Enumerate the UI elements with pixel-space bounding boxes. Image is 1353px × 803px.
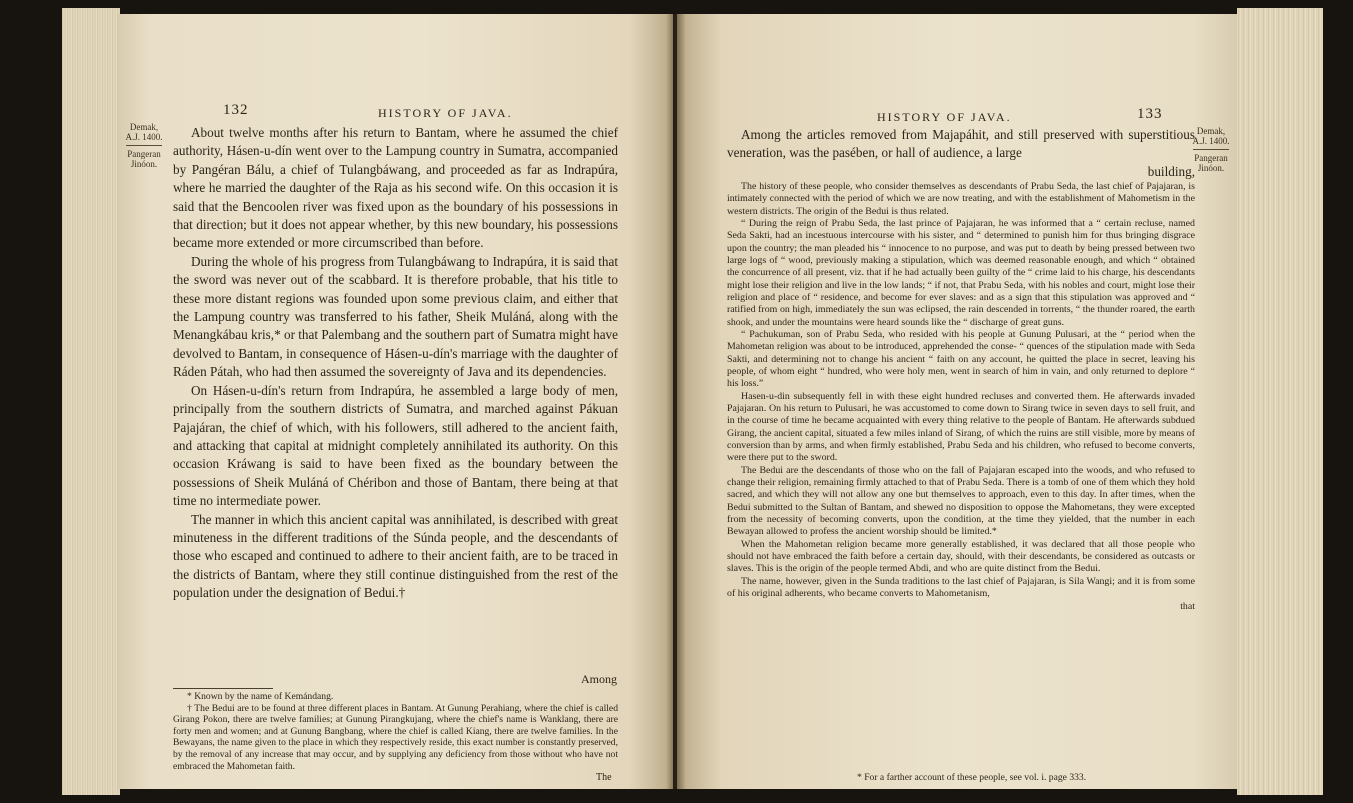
side-note-line: Jinóon.	[130, 159, 158, 169]
page-number: 132	[223, 102, 249, 118]
paragraph: Hasen-u-din subsequently fell in with these eight hundred recluses and converted them. He afterwards invaded Pajajaran. On his return to Pulusari, he was accustomed to come down to Sirang twice in seven days to sell fruit, and in the course of time he became acquainted with every thing relative to the people of Bantam. He afterwards subdued Girang, the ancient capital, situated a few miles inland of Sirang, of which the ruins are still visible, more by means of conversion than by arms, and when firmly established, Prabu Seda and his children, who refused to become converts, were there put to the sword.	[727, 390, 1195, 464]
side-note-line: Pangeran	[1194, 153, 1228, 163]
footnote-rule	[173, 688, 273, 689]
footnote: * Known by the name of Kemándang.	[187, 691, 334, 702]
lead-paragraph: Among the articles removed from Majapáhit, and still preserved with superstitious veneration, was the pasében, or hall of audience, a large	[727, 127, 1195, 161]
side-note-line: Demak,	[129, 122, 159, 132]
side-note-rule	[126, 145, 162, 146]
side-note-line: Demak,	[1196, 126, 1226, 136]
left-page	[118, 14, 673, 789]
paragraph: About twelve months after his return to Bantam, where he assumed the chief authority, Hásen-u-dín went over to the Lampung country in Sumatra, accompanied by Pangéran Bálu, a chief of Tulangbáwang, and proceeded as far as Indrapúra, where he married the daughter of the Raja as his second wife. On this occasion it is said that the Bencoolen river was fixed upon as the boundary of his possessions in that direction; but it does not appear whether, by this new boundary, his possessions became more extended or more circumscribed than before.	[173, 125, 618, 251]
page-number: 133	[1137, 106, 1163, 122]
running-head: HISTORY OF JAVA.	[877, 110, 1012, 124]
paragraph: During the whole of his progress from Tulangbáwang to Indrapúra, it is said that the sword was never out of the scabbard. It is therefore probable, that his title to these more distant regions was founded upon some previous claim, and either that the Lampung country was transferred to his father, Sheik Muláná, along with the Menangkábau kris,* or that Palembang and the southern part of Sumatra might have devolved to Bantam, in consequence of Hásen-u-dín's marriage with the daughter of Ráden Pátah, who had then assumed the sovereignty of Java and its dependencies.	[173, 253, 618, 380]
right-page	[677, 14, 1237, 789]
right-body-text	[727, 126, 1195, 613]
quote-paragraph: “ During the reign of Prabu Seda, the last prince of Pajajaran, he was informed that a “ certain recluse, named Seda Sakti, had an incestuous intercourse with his sister, and “ determined to punish him for thus bringing disgrace upon the country; the man pleaded his “ innocence to no purpose, and was put to death by being pressed between two large logs of “ wood, previously making a stipulation, which was deemed reasonable enough, and which “ obtained the concurrence of all present, viz. that if he had actually been guilty of the “ crime laid to his charge, his descendants might lose their religion and live in the low lands; “ if not, that Prabu Seda, with his nobles and court, might lose their religion and place of “ residence, and become for ever slaves: and as a sign that this stipulation was approved and “ ratified from on high, immediately the sun was eclipsed, the rain descended in torrents, “ the thunder roared, the earth shook, and under the mountains were heard sounds like the “ discharge of great guns.	[727, 217, 1195, 328]
running-head: HISTORY OF JAVA.	[378, 106, 513, 120]
paragraph: The history of these people, who consider themselves as descendants of Prabu Seda, the last chief of Pajajaran, is intimately connected with the period of which we are now treating, and with the establishment of Mahometism in the western districts. The origin of the Bedui is thus related.	[727, 180, 1195, 217]
side-note-line: Pangeran	[127, 149, 161, 159]
side-note-line: A.J. 1400.	[1192, 136, 1230, 146]
footnote: † The Bedui are to be found at three different places in Bantam. At Gunung Perahiang, where the chief is called Girang Pokon, there are twelve families; at Gunung Pirangkujang, where the chief's name is Wanklang, there are forty men and women; and at Gunung Bangbang, where the chief is called Kiang, there are twelve families. In the Bewayans, the name given to the place in which they respectively reside, this exact number is constantly preserved, by the removal of any increase that may occur, and by supplying any deficiency from those without who have not embraced the Mahometan faith.	[173, 702, 618, 772]
paragraph: The Bedui are the descendants of those who on the fall of Pajajaran escaped into the woods, and who refused to change their religion, remaining firmly attached to that of Prabu Seda. There is a tomb of one of them which they hold sacred, and which they will not allow any one but themselves to approach, even to this day. In after times, when the Bedui submitted to the Sultan of Bantam, and shewed no disposition to oppose the Mahometans, they were excepted from the necessity of becoming converts, upon the condition, at the time they yielded, that the number in each Bewayan allowed to profess the ancient worship should be limited.*	[727, 464, 1195, 538]
side-note-line: Jinóon.	[1197, 163, 1225, 173]
paragraph: The name, however, given in the Sunda traditions to the last chief of Pajajaran, is Sila Wangi; and it is from some of his original adherents, who became converts to Mahometanism,	[727, 575, 1195, 600]
left-side-note	[120, 122, 168, 169]
catchword: that	[1180, 600, 1195, 612]
book-gutter	[666, 14, 686, 789]
lead-paragraph-end: building,	[1147, 163, 1195, 179]
book-edge-right	[1237, 8, 1323, 795]
left-body-text	[173, 124, 618, 603]
catchword: Among	[581, 672, 617, 686]
book-edge-left	[62, 8, 120, 795]
left-footnotes	[173, 691, 618, 772]
footnote-catchword: The	[596, 772, 612, 783]
side-note-line: A.J. 1400.	[125, 132, 163, 142]
paragraph: The manner in which this ancient capital was annihilated, is described with great minuteness in the different traditions of the Súnda people, and the descendants of those who escaped and continued to adhere to their ancient faith, are to be traced in the districts of Bantam, where they still continue distinguished from the rest of the population under the designation of Bedui.†	[173, 511, 618, 601]
quote-paragraph: “ Pachukuman, son of Prabu Seda, who resided with his people at Gunung Pulusari, at the “ period when the Mahometan religion was about to be introduced, apprehended the conse- “ quences of the stipulation made with Seda Sakti, and determining not to change his ancient “ faith on any account, he quitted the place in secret, leaving his people, of whom eight “ hundred, who were holy men, went in search of him in vain, and only returned to deplore “ his loss.”	[727, 328, 1195, 390]
paragraph: On Hásen-u-dín's return from Indrapúra, he assembled a large body of men, principally from the southern districts of Sumatra, and marched against Pákuan Pajajáran, the chief of which, with his followers, still adhered to the ancient faith, and attacking that capital at midnight completely annihilated its authority. On this occasion Kráwang is said to have been fixed as the boundary between the possessions of Sheik Muláná of Chéribon and those of Bantam, there being at that time no intermediate power.	[173, 382, 618, 509]
side-note-rule	[1193, 149, 1229, 150]
paragraph: When the Mahometan religion became more generally established, it was declared that all those people who should not have embraced the faith before a certain day, should, with their descendants, be considered as outcasts or slaves. This is the origin of the people termed Abdi, and who are quite distinct from the Bedui.	[727, 538, 1195, 575]
right-footnote: * For a farther account of these people, see vol. i. page 333.	[857, 772, 1087, 783]
